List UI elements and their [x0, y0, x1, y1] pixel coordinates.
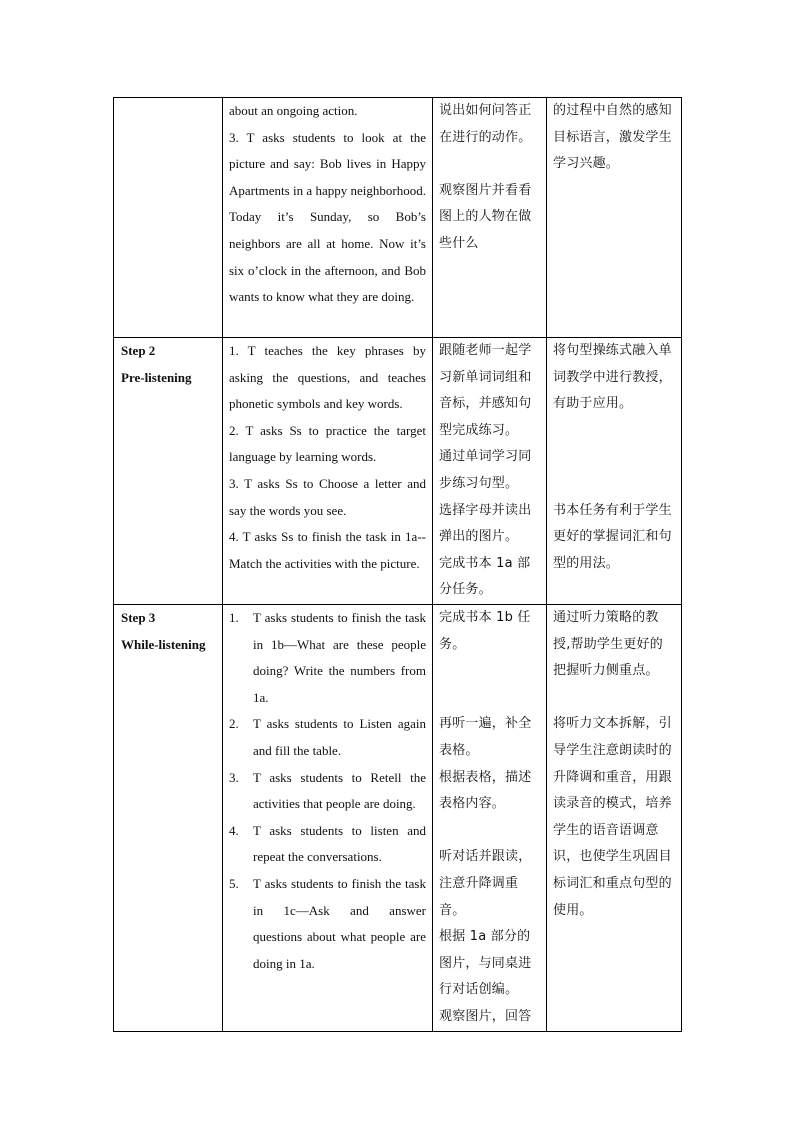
student-activity-text: 根据表格，描述表格内容。	[439, 769, 532, 812]
teacher-activity-text: 1. T teaches the key phrases by asking the questions, and teaches phonetic symbols and key words.	[229, 343, 426, 412]
table-row	[114, 605, 682, 1032]
student-activity-text: 通过单词学习同步练习句型。	[439, 449, 532, 491]
student-activity-text: 完成书本 1b 任务。	[439, 610, 531, 652]
teacher-activity-text: 3. T asks students to look at the picture and say: Bob lives in Happy Apartments in a happy neighborhood. Today it’s Sunday, so Bob’s neighbors are all at home. Now it’s six o’clock in the afternoon, and Bob wants to know what they are doing.	[229, 129, 426, 305]
step-cell	[114, 605, 223, 1032]
student-activity-text: 观察图片，回答	[439, 1008, 532, 1024]
list-item	[229, 765, 426, 818]
student-activity-text: 根据 1a 部分的图片，与同桌进行对话创编。	[439, 929, 532, 998]
student-activity-text: 说出如何问答正在进行的动作。	[439, 103, 532, 145]
list-item	[229, 605, 426, 711]
step-stage: While-listening	[121, 636, 206, 652]
student-activity-cell	[433, 605, 547, 1032]
step-cell	[114, 338, 223, 605]
step-cell	[114, 98, 223, 338]
teacher-activity-cell	[223, 98, 433, 338]
teacher-activity-list	[229, 605, 426, 977]
purpose-cell	[547, 605, 682, 1032]
list-number: 1.	[229, 610, 239, 625]
student-activity-cell	[433, 98, 547, 338]
teacher-activity-text: 2. T asks Ss to practice the target language by learning words.	[229, 422, 426, 465]
purpose-text: 通过听力策略的教授,帮助学生更好的把握听力侧重点。	[553, 610, 663, 679]
teacher-activity-text: about an ongoing action.	[229, 103, 358, 118]
purpose-cell	[547, 338, 682, 605]
purpose-text: 将听力文本拆解，引导学生注意朗读时的升降调和重音，用跟读录音的模式，培养学生的语音语调意识，也使学生巩固目标词汇和重点句型的使用。	[553, 716, 672, 918]
list-number: 5.	[229, 875, 239, 891]
student-activity-text: 听对话并跟读，注意升降调重音。	[439, 849, 532, 918]
purpose-text: 书本任务有利于学生更好的掌握词汇和句型的用法。	[553, 502, 672, 571]
teacher-activity-text: 3. T asks Ss to Choose a letter and say the words you see.	[229, 475, 426, 518]
list-item	[229, 711, 426, 764]
table-row	[114, 338, 682, 605]
student-activity-text: 跟随老师一起学习新单词词组和音标，并感知句型完成练习。	[439, 343, 532, 438]
purpose-text: 将句型操练式融入单词教学中进行教授，有助于应用。	[553, 343, 672, 412]
list-number: 3.	[229, 769, 239, 785]
teacher-activity-text: 4. T asks Ss to finish the task in 1a-- Match the activities with the picture.	[229, 529, 426, 571]
list-item	[229, 818, 426, 871]
list-item	[229, 871, 426, 977]
list-text: T asks students to finish the task in 1c—Ask and answer questions about what people are doing in 1a.	[253, 875, 426, 971]
student-activity-text: 再听一遍，补全表格。	[439, 716, 532, 758]
table-row	[114, 98, 682, 338]
list-text: T asks students to Retell the activities that people are doing.	[253, 769, 426, 812]
lesson-plan-table	[113, 97, 682, 1032]
step-number: Step 2	[121, 343, 156, 358]
student-activity-text: 选择字母并读出弹出的图片。	[439, 502, 532, 545]
purpose-cell	[547, 98, 682, 338]
step-number: Step 3	[121, 610, 156, 625]
student-activity-text: 完成书本 1a 部分任务。	[439, 555, 531, 598]
list-text: T asks students to finish the task in 1b—What are these people doing? Write the numbers from 1a.	[253, 610, 426, 705]
list-number: 2.	[229, 716, 239, 732]
list-number: 4.	[229, 822, 239, 838]
teacher-activity-cell	[223, 338, 433, 605]
purpose-text: 的过程中自然的感知目标语言，激发学生学习兴趣。	[553, 103, 672, 172]
step-stage: Pre-listening	[121, 369, 192, 385]
list-text: T asks students to Listen again and fill the table.	[253, 716, 426, 758]
list-text: T asks students to listen and repeat the conversations.	[253, 822, 426, 865]
teacher-activity-cell	[223, 605, 433, 1032]
student-activity-text: 观察图片并看看图上的人物在做些什么	[439, 182, 532, 251]
student-activity-cell	[433, 338, 547, 605]
